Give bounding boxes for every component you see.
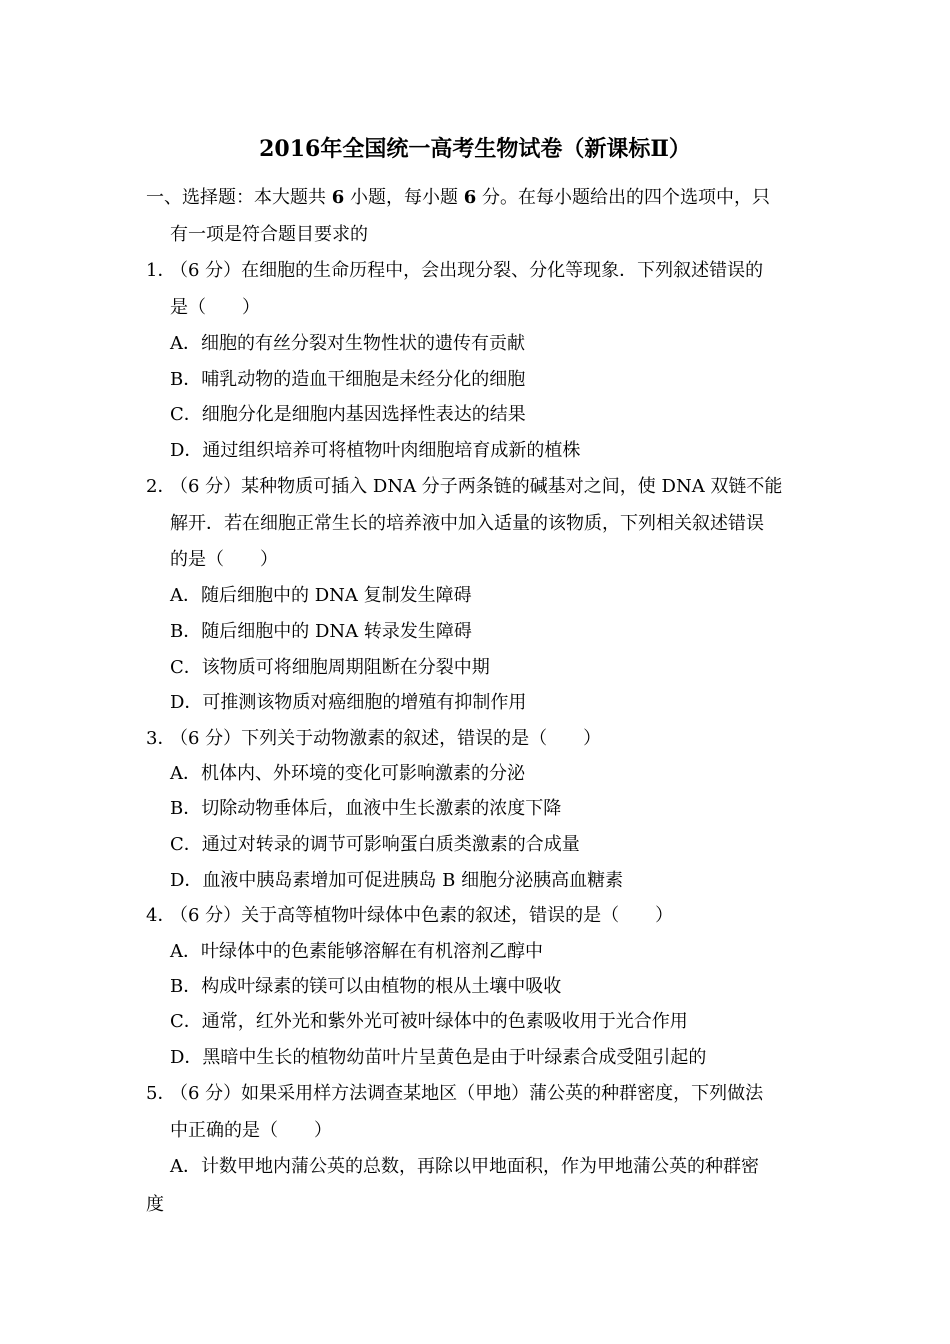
question-stem: （6 分）如果采用样方法调查某地区（甲地）蒲公英的种群密度，下列做法 — [170, 1083, 764, 1104]
question-stem: 的是（ ） — [170, 549, 278, 570]
points-each: 6 — [463, 187, 477, 208]
question-number: 5． — [146, 1083, 176, 1104]
question-stem: 解开．若在细胞正常生长的培养液中加入适量的该物质，下列相关叙述错误 — [170, 513, 764, 534]
question-stem: 中正确的是（ ） — [170, 1120, 332, 1141]
option-a-continuation: 度 — [146, 1194, 164, 1215]
option-c: C．通过对转录的调节可影响蛋白质类激素的合成量 — [170, 834, 580, 855]
option-b: B．切除动物垂体后，血液中生长激素的浓度下降 — [170, 798, 562, 819]
section-text-b: 小题，每小题 — [344, 187, 464, 208]
option-a: A．细胞的有丝分裂对生物性状的遗传有贡献 — [170, 333, 525, 354]
question-number: 1． — [146, 260, 176, 281]
option-d: D．黑暗中生长的植物幼苗叶片呈黄色是由于叶绿素合成受阻引起的 — [170, 1047, 707, 1068]
exam-title: 2016年全国统一高考生物试卷（新课标Ⅱ） — [259, 136, 691, 162]
option-c: C．该物质可将细胞周期阻断在分裂中期 — [170, 657, 490, 678]
question-number: 4． — [146, 905, 176, 926]
question-stem: （6 分）下列关于动物激素的叙述，错误的是（ ） — [170, 728, 602, 749]
question-count: 6 — [331, 187, 345, 208]
option-b: B．随后细胞中的 DNA 转录发生障碍 — [170, 621, 472, 642]
option-a: A．机体内、外环境的变化可影响激素的分泌 — [170, 763, 525, 784]
option-c: C．通常，红外光和紫外光可被叶绿体中的色素吸收用于光合作用 — [170, 1011, 688, 1032]
section-heading-cont: 有一项是符合题目要求的 — [170, 224, 368, 245]
option-a: A．叶绿体中的色素能够溶解在有机溶剂乙醇中 — [170, 941, 543, 962]
section-text-c: 分。在每小题给出的四个选项中，只 — [476, 187, 770, 208]
question-stem: （6 分）关于高等植物叶绿体中色素的叙述，错误的是（ ） — [170, 905, 674, 926]
option-a: A．随后细胞中的 DNA 复制发生障碍 — [170, 585, 472, 606]
option-d: D．通过组织培养可将植物叶肉细胞培育成新的植株 — [170, 440, 581, 461]
option-d: D．血液中胰岛素增加可促进胰岛 B 细胞分泌胰高血糖素 — [170, 870, 624, 891]
option-b: B．哺乳动物的造血干细胞是未经分化的细胞 — [170, 369, 526, 390]
option-b: B．构成叶绿素的镁可以由植物的根从土壤中吸收 — [170, 976, 562, 997]
option-c: C．细胞分化是细胞内基因选择性表达的结果 — [170, 404, 526, 425]
question-stem: 是（ ） — [170, 297, 260, 318]
question-stem: （6 分）某种物质可插入 DNA 分子两条链的碱基对之间，使 DNA 双链不能 — [170, 476, 783, 497]
question-number: 3． — [146, 728, 176, 749]
option-d: D．可推测该物质对癌细胞的增殖有抑制作用 — [170, 692, 527, 713]
question-number: 2． — [146, 476, 176, 497]
option-a: A．计数甲地内蒲公英的总数，再除以甲地面积，作为甲地蒲公英的种群密 — [170, 1156, 759, 1177]
question-stem: （6 分）在细胞的生命历程中，会出现分裂、分化等现象．下列叙述错误的 — [170, 260, 764, 281]
section-text-a: 一、选择题：本大题共 — [146, 187, 332, 208]
section-heading — [146, 186, 770, 210]
